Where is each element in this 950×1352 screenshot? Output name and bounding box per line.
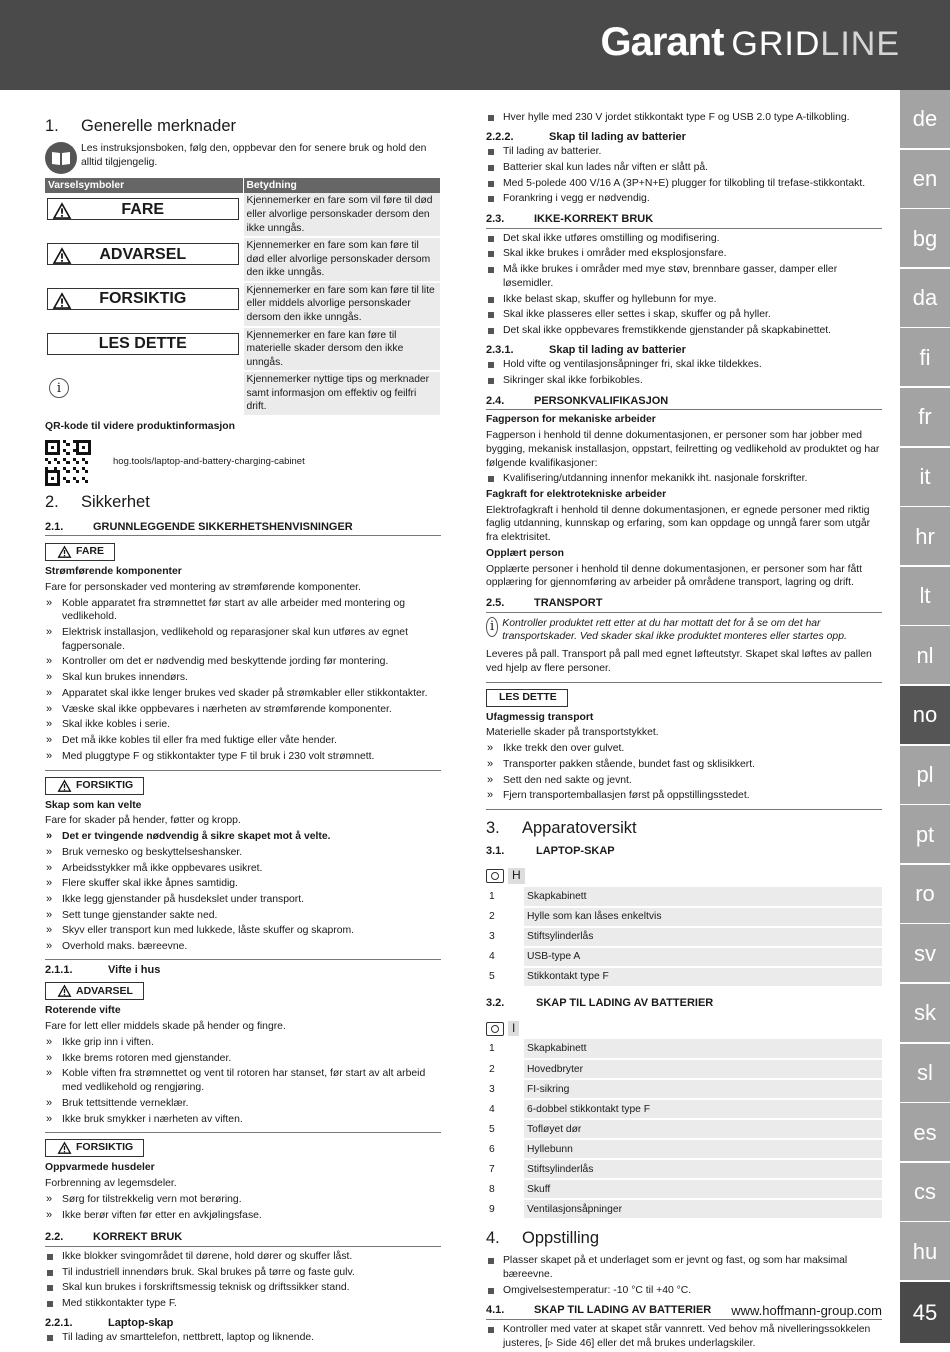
- lang-tab-de[interactable]: de: [900, 90, 950, 148]
- list-s221-cont: [486, 111, 882, 125]
- list-item: Til industriell innendørs bruk. Skal brukes på tørre og faste gulv.: [45, 1266, 441, 1280]
- part-number: 4: [486, 1099, 524, 1119]
- list-item: » Overhold maks. bæreevne.: [45, 940, 441, 954]
- section-2-2-2-heading: 2.2.2. Skap til lading av batterier: [486, 130, 686, 143]
- section-2-2-1-heading: 2.2.1. Laptop-skap: [45, 1316, 174, 1329]
- symbol-desc: Kjennemerker en fare kan føre til materielle skader dersom den ikke unngås.: [243, 327, 441, 372]
- list-item: » Kontroller om det er nødvendig med beskyttende jording før montering.: [45, 655, 441, 669]
- fare-symbol: FARE: [47, 198, 239, 220]
- lang-tab-fi[interactable]: fi: [900, 328, 950, 386]
- list-item: Det skal ikke oppbevares fremstikkende gjenstander på skapkabinettet.: [486, 324, 882, 338]
- section-4-heading: 4. Oppstilling: [486, 1229, 600, 1248]
- list-item: » Det er tvingende nødvendig å sikre skapet mot å velte.: [45, 830, 441, 844]
- notice-head: Ufagmessig transport: [486, 711, 594, 723]
- part-number: 8: [486, 1179, 524, 1199]
- lang-tab-es[interactable]: es: [900, 1103, 950, 1161]
- list-item: Skal ikke plasseres eller settes i skap, skuffer og på hyller.: [486, 308, 882, 322]
- part-number: 3: [486, 927, 524, 947]
- list-item: Plasser skapet på et underlaget som er jevnt og fast, og som har maksimal bæreevne.: [486, 1254, 882, 1281]
- list-s22: [45, 1250, 441, 1311]
- part-number: 9: [486, 1199, 524, 1219]
- lang-tab-sv[interactable]: sv: [900, 924, 950, 982]
- warning-sub: Fare for lett eller middels skade på hender og fingre.: [45, 1021, 286, 1033]
- table-row: [486, 1199, 882, 1219]
- part-number: 5: [486, 1119, 524, 1139]
- part-number: 1: [486, 1039, 524, 1059]
- list-s221: [45, 1331, 441, 1345]
- part-number: 5: [486, 967, 524, 987]
- part-number: 4: [486, 947, 524, 967]
- header-bar: [0, 0, 950, 90]
- table-row: [486, 927, 882, 947]
- table-row: [486, 1099, 882, 1119]
- part-name: USB-type A: [524, 947, 882, 967]
- forsiktig-symbol: FORSIKTIG: [47, 288, 239, 310]
- symbols-col-header: Varselsymboler: [45, 178, 243, 194]
- list-item: » Bruk tettsittende verneklær.: [45, 1097, 441, 1111]
- part-name: Tofløyet dør: [524, 1119, 882, 1139]
- list-item: Må ikke brukes i områder med mye støv, brennbare gasser, damper eller løsemidler.: [486, 263, 882, 290]
- list-item: » Bruk vernesko og beskyttelseshansker.: [45, 846, 441, 860]
- section-1-heading: 1. Generelle merknader: [45, 117, 236, 135]
- table-row: [486, 947, 882, 967]
- symbol-desc: Kjennemerker en fare som kan føre til død eller alvorlige personskader dersom den ikke unngås.: [243, 237, 441, 282]
- lang-tab-en[interactable]: en: [900, 150, 950, 208]
- fare-badge: FARE: [45, 543, 115, 561]
- qual-text-2: Elektrofagkraft i henhold til denne dokumentasjonen, er egnede personer med riktig faglig utdanning, kunnskap og erfaring, som kan oppdage og unngå farer som utgår fra elektrisitet.: [486, 504, 871, 544]
- section-3-heading: 3. Apparatoversikt: [486, 819, 637, 838]
- figure-ref: [486, 1021, 882, 1037]
- list-item: » Transporter pakken stående, bundet fast og sklisikkert.: [486, 758, 882, 772]
- warning-triangle-icon: [53, 293, 71, 309]
- list-item: » Ikke brems rotoren med gjenstander.: [45, 1052, 441, 1066]
- list-item: » Koble viften fra strømnettet og vent til rotoren har stanset, før start av alt arbeid med vedlikehold og rengjøring.: [45, 1067, 441, 1094]
- brand-name: Garant: [600, 20, 724, 64]
- section-2-1-1-heading: 2.1.1. Vifte i hus: [45, 959, 441, 978]
- list-b3: [45, 1036, 441, 1126]
- list-item: » Flere skuffer skal ikke åpnes samtidig.: [45, 877, 441, 891]
- list-b4: [45, 1193, 441, 1222]
- list-item: Kontroller med vater at skapet står vannrett. Ved behov må nivelleringssokkelen justeres, [▹ Side 46] eller det må brukes underlagskiler.: [486, 1323, 882, 1350]
- section-2-3-1-heading: 2.3.1. Skap til lading av batterier: [486, 343, 686, 356]
- warning-sub: Fare for personskader ved montering av strømførende komponenter.: [45, 581, 361, 593]
- list-item: » Fjern transportemballasjen først på oppstillingsstedet.: [486, 789, 882, 803]
- product-name-a: GRID: [731, 25, 821, 63]
- list-item: » Med pluggtype F og stikkontakter type F til bruk i 230 volt strømnett.: [45, 750, 441, 764]
- part-number: 2: [486, 907, 524, 927]
- part-name: Ventilasjonsåpninger: [524, 1199, 882, 1219]
- list-item: Hold vifte og ventilasjonsåpninger fri, skal ikke tildekkes.: [486, 358, 882, 372]
- part-name: Skapkabinett: [524, 1039, 882, 1059]
- list-item: Skal kun brukes i forskriftsmessig teknisk og driftssikker stand.: [45, 1281, 441, 1295]
- list-s231: [486, 358, 882, 387]
- list-item: » Ikke grip inn i viften.: [45, 1036, 441, 1050]
- list-item: » Sett den ned sakte og jevnt.: [486, 774, 882, 788]
- language-sidebar: [900, 90, 950, 1343]
- list-item: » Arbeidsstykker må ikke oppbevares usikret.: [45, 862, 441, 876]
- list-s23: [486, 232, 882, 338]
- part-number: 6: [486, 1139, 524, 1159]
- brand-logo: [600, 16, 900, 70]
- symbol-desc: Kjennemerker en fare som vil føre til død eller alvorlige personskader dersom den ikke unngås.: [243, 193, 441, 237]
- warning-triangle-icon: [53, 203, 71, 219]
- lang-tab-it[interactable]: it: [900, 448, 950, 506]
- forsiktig-badge: FORSIKTIG: [45, 777, 144, 795]
- list-item: Forankring i vegg er nødvendig.: [486, 192, 882, 206]
- part-name: Hyllebunn: [524, 1139, 882, 1159]
- info-icon: i: [49, 378, 69, 398]
- qual-text-1: Fagperson i henhold til denne dokumentasjonen, er personer som har jobber med bygging, mekanisk installasjon, oppstart, feilretting og vedlikehold av produktet og har følgende kvalifikasjoner:: [486, 430, 880, 469]
- advarsel-symbol: ADVARSEL: [47, 243, 239, 265]
- part-number: 3: [486, 1079, 524, 1099]
- part-name: FI-sikring: [524, 1079, 882, 1099]
- list-s25: [486, 742, 882, 803]
- list-item: Til lading av batterier.: [486, 145, 882, 159]
- symbol-desc: Kjennemerker nyttige tips og merknader samt informasjon om effektiv og feilfri drift.: [243, 371, 441, 416]
- list-item: Hver hylle med 230 V jordet stikkontakt type F og USB 2.0 type A-tilkobling.: [486, 111, 882, 125]
- lang-tab-fr[interactable]: fr: [900, 388, 950, 446]
- qr-url[interactable]: hog.tools/laptop-and-battery-charging-cabinet: [113, 456, 305, 468]
- list-item: Batterier skal kun lades når viften er slått på.: [486, 161, 882, 175]
- warning-triangle-icon: [53, 248, 71, 264]
- section-3-2-heading: 3.2. SKAP TIL LADING AV BATTERIER: [486, 997, 714, 1010]
- camera-icon: [486, 869, 504, 883]
- list-s41: [486, 1323, 882, 1350]
- list-s4: [486, 1254, 882, 1297]
- lang-tab-no[interactable]: no: [900, 686, 950, 744]
- list-item: » Apparatet skal ikke lenger brukes ved skader på strømkabler eller stikkontakter.: [45, 687, 441, 701]
- right-column: [486, 110, 882, 1352]
- list-item: Til lading av smarttelefon, nettbrett, laptop og liknende.: [45, 1331, 441, 1345]
- list-item: » Ikke legg gjenstander på husdekslet under transport.: [45, 893, 441, 907]
- list-item: » Sett tunge gjenstander sakte ned.: [45, 909, 441, 923]
- table-row: [486, 1059, 882, 1079]
- list-s222: [486, 145, 882, 206]
- figure-ref: [486, 868, 882, 884]
- section-2-3-heading: 2.3. IKKE-KORREKT BRUK: [486, 212, 882, 229]
- section-2-5-heading: 2.5. TRANSPORT: [486, 596, 882, 613]
- list-item: Sikringer skal ikke forbikobles.: [486, 374, 882, 388]
- les-dette-symbol: LES DETTE: [47, 333, 239, 355]
- part-number: 1: [486, 887, 524, 907]
- qr-row: [45, 440, 441, 486]
- les-dette-badge: LES DETTE: [486, 689, 568, 707]
- list-item: Kvalifisering/utdanning innenfor mekanikk iht. nasjonale forskrifter.: [486, 472, 882, 486]
- qual-head-2: Fagkraft for elektrotekniske arbeider: [486, 489, 667, 501]
- list-item: Omgivelsestemperatur: -10 °C til +40 °C.: [486, 1284, 882, 1298]
- list-b1: [45, 597, 441, 764]
- product-name-b: LINE: [820, 25, 900, 63]
- symbol-desc: Kjennemerker en fare som kan føre til lite eller middels alvorlige personskader dersom den ikke unngås.: [243, 282, 441, 327]
- part-number: 7: [486, 1159, 524, 1179]
- list-item: » Skal kun brukes innendørs.: [45, 671, 441, 685]
- table-row: [486, 907, 882, 927]
- part-name: Stiftsylinderlås: [524, 1159, 882, 1179]
- lang-tab-sk[interactable]: sk: [900, 984, 950, 1042]
- list-item: Med stikkontakter type F.: [45, 1297, 441, 1311]
- left-column: [45, 110, 441, 1347]
- notice-sub: Materielle skader på transportstykket.: [486, 727, 659, 739]
- lang-tab-lt[interactable]: lt: [900, 567, 950, 625]
- part-name: Skapkabinett: [524, 887, 882, 907]
- list-item: » Ikke berør viften før etter en avkjølingsfase.: [45, 1209, 441, 1223]
- list-item: » Elektrisk installasjon, vedlikehold og reparasjoner skal kun utføres av egnet fagpersonale.: [45, 626, 441, 653]
- info-icon: i: [486, 617, 498, 637]
- warning-sub: Forbrenning av legemsdeler.: [45, 1178, 177, 1190]
- intro-note: [45, 142, 441, 174]
- qual-head-3: Opplært person: [486, 547, 564, 559]
- list-item: » Ikke bruk smykker i nærheten av viften.: [45, 1113, 441, 1127]
- forsiktig-badge-2: FORSIKTIG: [45, 1139, 144, 1157]
- qr-label: QR-kode til videre produktinformasjon: [45, 421, 235, 433]
- list-item: Det skal ikke utføres omstilling og modifisering.: [486, 232, 882, 246]
- section-3-1-heading: 3.1. LAPTOP-SKAP: [486, 844, 615, 857]
- list-b2: [45, 830, 441, 954]
- part-name: Stiftsylinderlås: [524, 927, 882, 947]
- figure-letter: I: [508, 1021, 519, 1037]
- part-name: 6-dobbel stikkontakt type F: [524, 1099, 882, 1119]
- qr-code-icon[interactable]: [45, 440, 91, 486]
- section-2-1-heading: 2.1. GRUNNLEGGENDE SIKKERHETSHENVISNINGER: [45, 520, 441, 537]
- qual-head-1: Fagperson for mekaniske arbeider: [486, 414, 656, 426]
- section-2-2-heading: 2.2. KORREKT BRUK: [45, 1230, 441, 1247]
- lang-tab-nl[interactable]: nl: [900, 626, 950, 684]
- lang-tab-pl[interactable]: pl: [900, 746, 950, 804]
- part-name: Skuff: [524, 1179, 882, 1199]
- table-row: [486, 1179, 882, 1199]
- camera-icon: [486, 1022, 504, 1036]
- table-row: [486, 1079, 882, 1099]
- list-item: Med 5-polede 400 V/16 A (3P+N+E) plugger for tilkobling til trefase-stikkontakt.: [486, 177, 882, 191]
- warning-triangle-icon: [58, 985, 71, 997]
- lang-tab-da[interactable]: da: [900, 269, 950, 327]
- list-item: Skal ikke brukes i områder med eksplosjonsfare.: [486, 247, 882, 261]
- page-number: 45: [900, 1282, 950, 1343]
- list-item: » Ikke trekk den over gulvet.: [486, 742, 882, 756]
- warning-head: Oppvarmede husdeler: [45, 1162, 155, 1174]
- warning-head: Skap som kan velte: [45, 799, 142, 811]
- qual-list-1: [486, 472, 882, 486]
- table-row: [486, 1139, 882, 1159]
- list-item: » Det må ikke kobles til eller fra med fuktige eller våte hender.: [45, 734, 441, 748]
- part-name: Hovedbryter: [524, 1059, 882, 1079]
- list-item: » Sørg for tilstrekkelig vern mot berøring.: [45, 1193, 441, 1207]
- lang-tab-hr[interactable]: hr: [900, 507, 950, 565]
- qual-text-3: Opplærte personer i henhold til denne dokumentasjonen, er personer som har fått opplæring for gjennomføring av arbeider på områdene transport, lagring og drift.: [486, 563, 863, 589]
- transport-note: i Kontroller produktet rett etter at du har mottatt det for å se om det har transportskader. Ved skader skal ikke produktet monteres eller startes opp.: [486, 617, 882, 644]
- symbols-table: [45, 178, 441, 417]
- table-row: [486, 967, 882, 987]
- battery-parts-table: [486, 1039, 882, 1220]
- list-item: Ikke blokker svingområdet til dørene, hold dører og skuffer låst.: [45, 1250, 441, 1264]
- meaning-col-header: Betydning: [243, 178, 441, 194]
- table-row: [486, 1119, 882, 1139]
- figure-letter: H: [508, 868, 525, 884]
- list-item: » Skyv eller transport kun med lukkede, låste skuffer og skaprom.: [45, 924, 441, 938]
- part-name: Hylle som kan låses enkeltvis: [524, 907, 882, 927]
- list-item: » Skal ikke kobles i serie.: [45, 718, 441, 732]
- warning-head: Strømførende komponenter: [45, 566, 182, 578]
- list-item: Ikke belast skap, skuffer og hyllebunn for mye.: [486, 293, 882, 307]
- table-row: [486, 887, 882, 907]
- section-2-4-heading: 2.4. PERSONKVALIFIKASJON: [486, 394, 882, 411]
- warning-head: Roterende vifte: [45, 1005, 121, 1017]
- read-manual-icon: [45, 142, 77, 174]
- part-name: Stikkontakt type F: [524, 967, 882, 987]
- warning-triangle-icon: [58, 546, 71, 558]
- lang-tab-hu[interactable]: hu: [900, 1222, 950, 1280]
- part-number: 2: [486, 1059, 524, 1079]
- laptop-parts-table: [486, 887, 882, 988]
- lang-tab-bg[interactable]: bg: [900, 209, 950, 267]
- warning-triangle-icon: [58, 1142, 71, 1154]
- section-4-1-heading: 4.1. SKAP TIL LADING AV BATTERIER: [486, 1303, 882, 1320]
- lang-tab-cs[interactable]: cs: [900, 1163, 950, 1221]
- list-item: » Koble apparatet fra strømnettet før start av alle arbeider med montering og vedlikehold.: [45, 597, 441, 624]
- advarsel-badge: ADVARSEL: [45, 982, 144, 1000]
- transport-text: Leveres på pall. Transport på pall med egnet løfteutstyr. Skapet skal løftes av pallen ved hjelp av flere personer.: [486, 649, 872, 674]
- warning-sub: Fare for skader på hender, føtter og kropp.: [45, 815, 241, 827]
- lang-tab-pt[interactable]: pt: [900, 805, 950, 863]
- footer-url[interactable]: www.hoffmann-group.com: [731, 1303, 882, 1318]
- lang-tab-ro[interactable]: ro: [900, 865, 950, 923]
- list-item: » Væske skal ikke oppbevares i nærheten av strømførende komponenter.: [45, 703, 441, 717]
- warning-triangle-icon: [58, 780, 71, 792]
- section-2-heading: 2. Sikkerhet: [45, 492, 150, 511]
- lang-tab-sl[interactable]: sl: [900, 1044, 950, 1102]
- table-row: [486, 1159, 882, 1179]
- intro-text: Les instruksjonsboken, følg den, oppbevar den for senere bruk og hold den alltid tilgjengelig.: [81, 142, 427, 168]
- table-row: [486, 1039, 882, 1059]
